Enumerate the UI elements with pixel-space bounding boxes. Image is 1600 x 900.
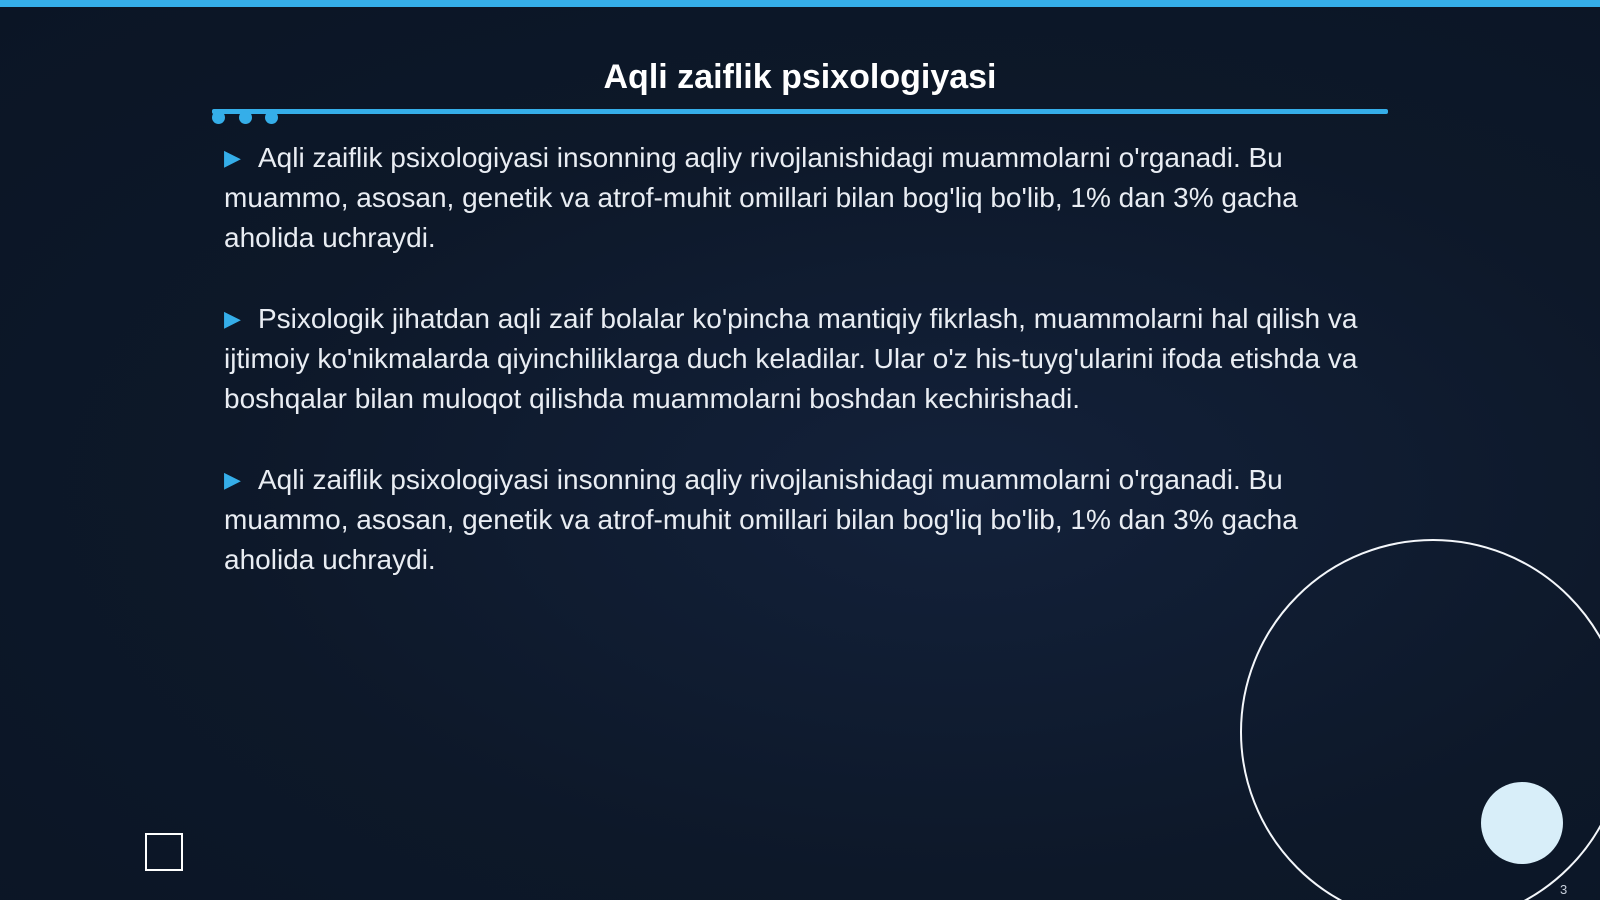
- decorative-dot: [212, 111, 225, 124]
- top-accent-bar: [0, 0, 1600, 7]
- paragraph-text: Aqli zaiflik psixologiyasi insonning aqliy rivojlanishidagi muammolarni o'rganadi. Bu muammo, asosan, genetik va atrof-muhit omillari bilan bog'liq bo'lib, 1% dan 3% gacha aholida uchraydi.: [224, 142, 1298, 253]
- decorative-dot: [239, 111, 252, 124]
- paragraph-text: Aqli zaiflik psixologiyasi insonning aqliy rivojlanishidagi muammolarni o'rganadi. Bu muammo, asosan, genetik va atrof-muhit omillari bilan bog'liq bo'lib, 1% dan 3% gacha aholida uchraydi.: [224, 464, 1298, 575]
- page-number: 3: [1560, 882, 1568, 897]
- bullet-arrow-icon: ▶: [224, 467, 241, 492]
- bullet-arrow-icon: ▶: [224, 145, 241, 170]
- slide-title: Aqli zaiflik psixologiyasi: [603, 58, 997, 96]
- decorative-circle-filled: [1481, 782, 1563, 864]
- slide-body: [224, 138, 1374, 621]
- paragraph-text: Psixologik jihatdan aqli zaif bolalar ko'pincha mantiqiy fikrlash, muammolarni hal qilish va ijtimoiy ko'nikmalarda qiyinchiliklarga duch keladilar. Ular o'z his-tuyg'ularini ifoda etishda va boshqalar bilan muloqot qilishda muammolarni boshdan kechirishadi.: [224, 303, 1358, 414]
- bullet-paragraph: [224, 299, 1374, 419]
- bullet-paragraph: [224, 138, 1374, 258]
- bullet-arrow-icon: ▶: [224, 306, 241, 331]
- title-underline: [212, 109, 1388, 114]
- bullet-paragraph: [224, 460, 1374, 580]
- decorative-dot: [265, 111, 278, 124]
- decorative-square: [145, 833, 183, 871]
